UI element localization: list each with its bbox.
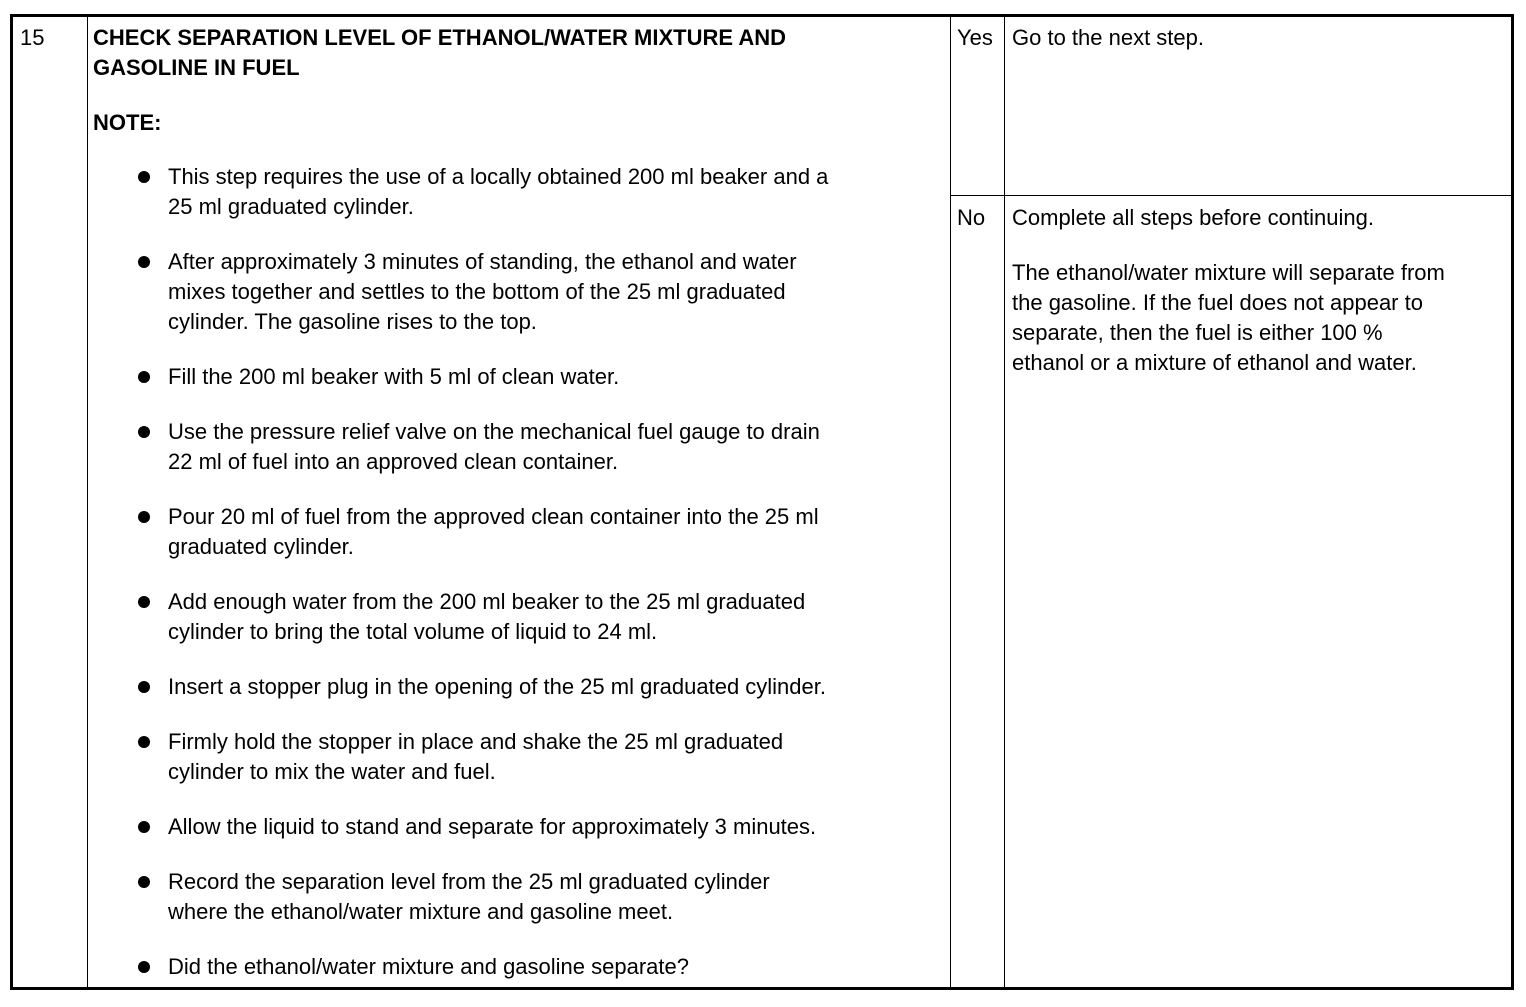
step-title-line-2: GASOLINE IN FUEL (93, 55, 300, 80)
bullet-line: cylinder to bring the total volume of liquid to 24 ml. (168, 619, 658, 644)
bullet-line: Fill the 200 ml beaker with 5 ml of clean water. (168, 364, 620, 389)
bullet-line: Record the separation level from the 25 ml graduated cylinder (168, 869, 770, 894)
no-detail-line: ethanol or a mixture of ethanol and water. (1012, 350, 1417, 375)
bullet-line: cylinder to mix the water and fuel. (168, 759, 496, 784)
bullet-dot-icon (138, 876, 150, 888)
bullet-line: cylinder. The gasoline rises to the top. (168, 309, 537, 334)
no-action: Complete all steps before continuing. (1012, 205, 1374, 230)
list-item (136, 162, 936, 222)
yes-no-row-divider (951, 195, 1511, 196)
list-item (136, 247, 936, 337)
bullet-dot-icon (138, 511, 150, 523)
yes-action: Go to the next step. (1012, 25, 1205, 50)
bullet-dot-icon (138, 681, 150, 693)
list-item (136, 362, 936, 392)
list-item (136, 502, 936, 562)
list-item (136, 867, 936, 927)
list-item (136, 952, 936, 982)
list-item (136, 812, 936, 842)
bullet-line: Firmly hold the stopper in place and shake the 25 ml graduated (168, 729, 784, 754)
step-title-line-1: CHECK SEPARATION LEVEL OF ETHANOL/WATER MIXTURE AND (93, 25, 787, 50)
list-item (136, 587, 936, 647)
bullet-line: mixes together and settles to the bottom of the 25 ml graduated (168, 279, 786, 304)
no-detail-line: separate, then the fuel is either 100 % (1012, 320, 1383, 345)
note-bullet-list (136, 162, 936, 1007)
bullet-line: Insert a stopper plug in the opening of the 25 ml graduated cylinder. (168, 674, 826, 699)
bullet-line: 22 ml of fuel into an approved clean container. (168, 449, 619, 474)
list-item (136, 417, 936, 477)
bullet-dot-icon (138, 426, 150, 438)
bullet-line: Allow the liquid to stand and separate for approximately 3 minutes. (168, 814, 817, 839)
bullet-dot-icon (138, 256, 150, 268)
list-item (136, 672, 936, 702)
column-divider-result (950, 17, 951, 987)
yes-label: Yes (957, 25, 993, 50)
bullet-dot-icon (138, 821, 150, 833)
step-number: 15 (20, 25, 45, 50)
bullet-line: Use the pressure relief valve on the mechanical fuel gauge to drain (168, 419, 820, 444)
list-item (136, 727, 936, 787)
column-divider-action (1004, 17, 1005, 987)
bullet-line: 25 ml graduated cylinder. (168, 194, 414, 219)
column-divider-step (87, 17, 88, 987)
bullet-line: Pour 20 ml of fuel from the approved clean container into the 25 ml (168, 504, 819, 529)
bullet-line: graduated cylinder. (168, 534, 354, 559)
no-detail-line: the gasoline. If the fuel does not appear to (1012, 290, 1423, 315)
no-label: No (957, 205, 986, 230)
bullet-line: Did the ethanol/water mixture and gasoline separate? (168, 954, 689, 979)
bullet-line: After approximately 3 minutes of standing, the ethanol and water (168, 249, 797, 274)
note-label: NOTE: (93, 110, 162, 135)
no-detail-line: The ethanol/water mixture will separate from (1012, 260, 1445, 285)
bullet-dot-icon (138, 961, 150, 973)
bullet-line: Add enough water from the 200 ml beaker to the 25 ml graduated (168, 589, 806, 614)
bullet-dot-icon (138, 596, 150, 608)
no-detail-paragraph (1012, 258, 1512, 378)
bullet-dot-icon (138, 171, 150, 183)
bullet-dot-icon (138, 371, 150, 383)
bullet-line: This step requires the use of a locally obtained 200 ml beaker and a (168, 164, 829, 189)
bullet-dot-icon (138, 736, 150, 748)
bullet-line: where the ethanol/water mixture and gasoline meet. (168, 899, 674, 924)
